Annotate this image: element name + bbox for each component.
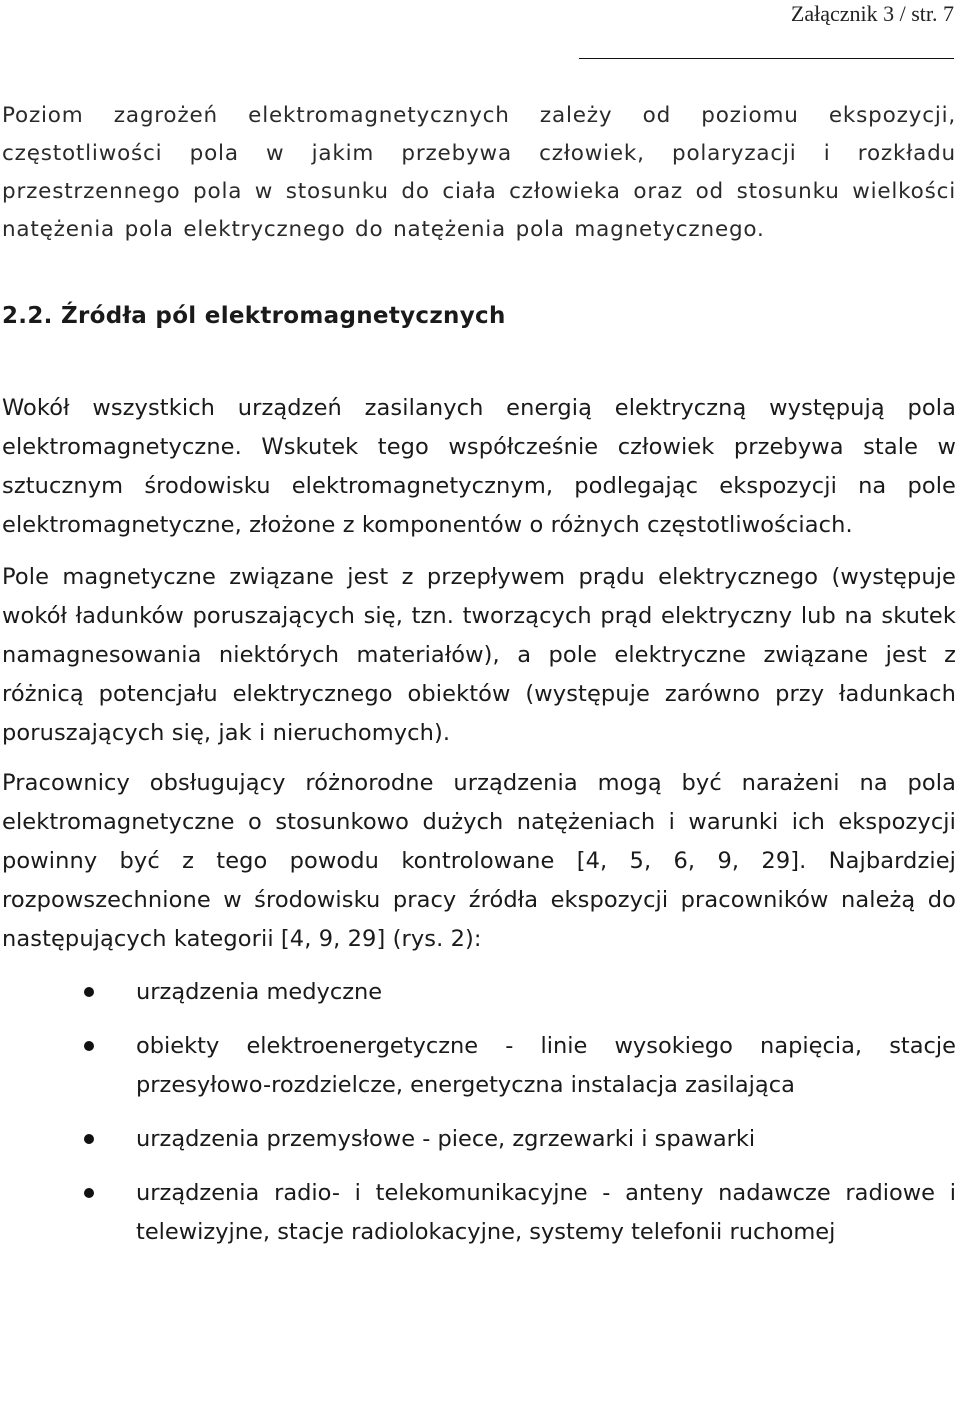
list-item [2,1027,956,1105]
bullet-icon [84,1188,94,1198]
intro-paragraph: Poziom zagrożeń elektromagnetycznych zależy od poziomu ekspozycji, częstotliwości pola w jakim przebywa człowiek, polaryzacji i rozkładu przestrzennego pola w stosunku do ciała człowieka oraz od stosunku wielkości natężenia pola elektrycznego do natężenia pola magnetycznego. [2,103,956,242]
list-item [2,1174,956,1252]
bullet-icon [84,1041,94,1051]
list-item [2,973,956,1012]
list-item-text: urządzenia radio- i telekomunikacyjne - anteny nadawcze radiowe i telewizyjne, stacje radiolokacyjne, systemy telefonii ruchomej [136,1180,956,1245]
bullet-icon [84,987,94,997]
paragraph-workers: Pracownicy obsługujący różnorodne urządzenia mogą być narażeni na pola elektromagnetyczne o stosunkowo dużych natężeniach i warunki ich ekspozycji powinny być z tego powodu kontrolowane [4, 5, 6, 9, 29]. Najbardziej rozpowszechnione w środowisku pracy źródła ekspozycji pracowników należą do następujących kategorii [4, 9, 29] (rys. 2): [2,770,956,952]
bullet-icon [84,1134,94,1144]
source-categories-list [2,973,956,1252]
list-item-text: urządzenia medyczne [136,979,383,1005]
page-header-reference: Załącznik 3 / str. 7 [790,1,954,26]
paragraph-sources: Wokół wszystkich urządzeń zasilanych energią elektryczną występują pola elektromagnetyczne. Wskutek tego współcześnie człowiek przebywa stale w sztucznym środowisku elektromagnetycznym, podlegając ekspozycji na pole elektromagnetyczne, złożone z komponentów o różnych częstotliwościach. [2,395,956,538]
section-heading: 2.2. Źródła pól elektromagnetycznych [2,303,506,329]
list-item [2,1120,956,1159]
list-item-text: obiekty elektroenergetyczne - linie wysokiego napięcia, stacje przesyłowo-rozdzielcze, energetyczna instalacja zasilająca [136,1033,956,1098]
document-body [2,97,956,1267]
list-item-text: urządzenia przemysłowe - piece, zgrzewarki i spawarki [136,1126,756,1152]
header-divider [579,58,954,59]
paragraph-fields: Pole magnetyczne związane jest z przepływem prądu elektrycznego (występuje wokół ładunków poruszających się, tzn. tworzących prąd elektryczny lub na skutek namagnesowania niektórych materiałów), a pole elektryczne związane jest z różnicą potencjału elektrycznego obiektów (występuje zarówno przy ładunkach poruszających się, jak i nieruchomych). [2,564,956,746]
